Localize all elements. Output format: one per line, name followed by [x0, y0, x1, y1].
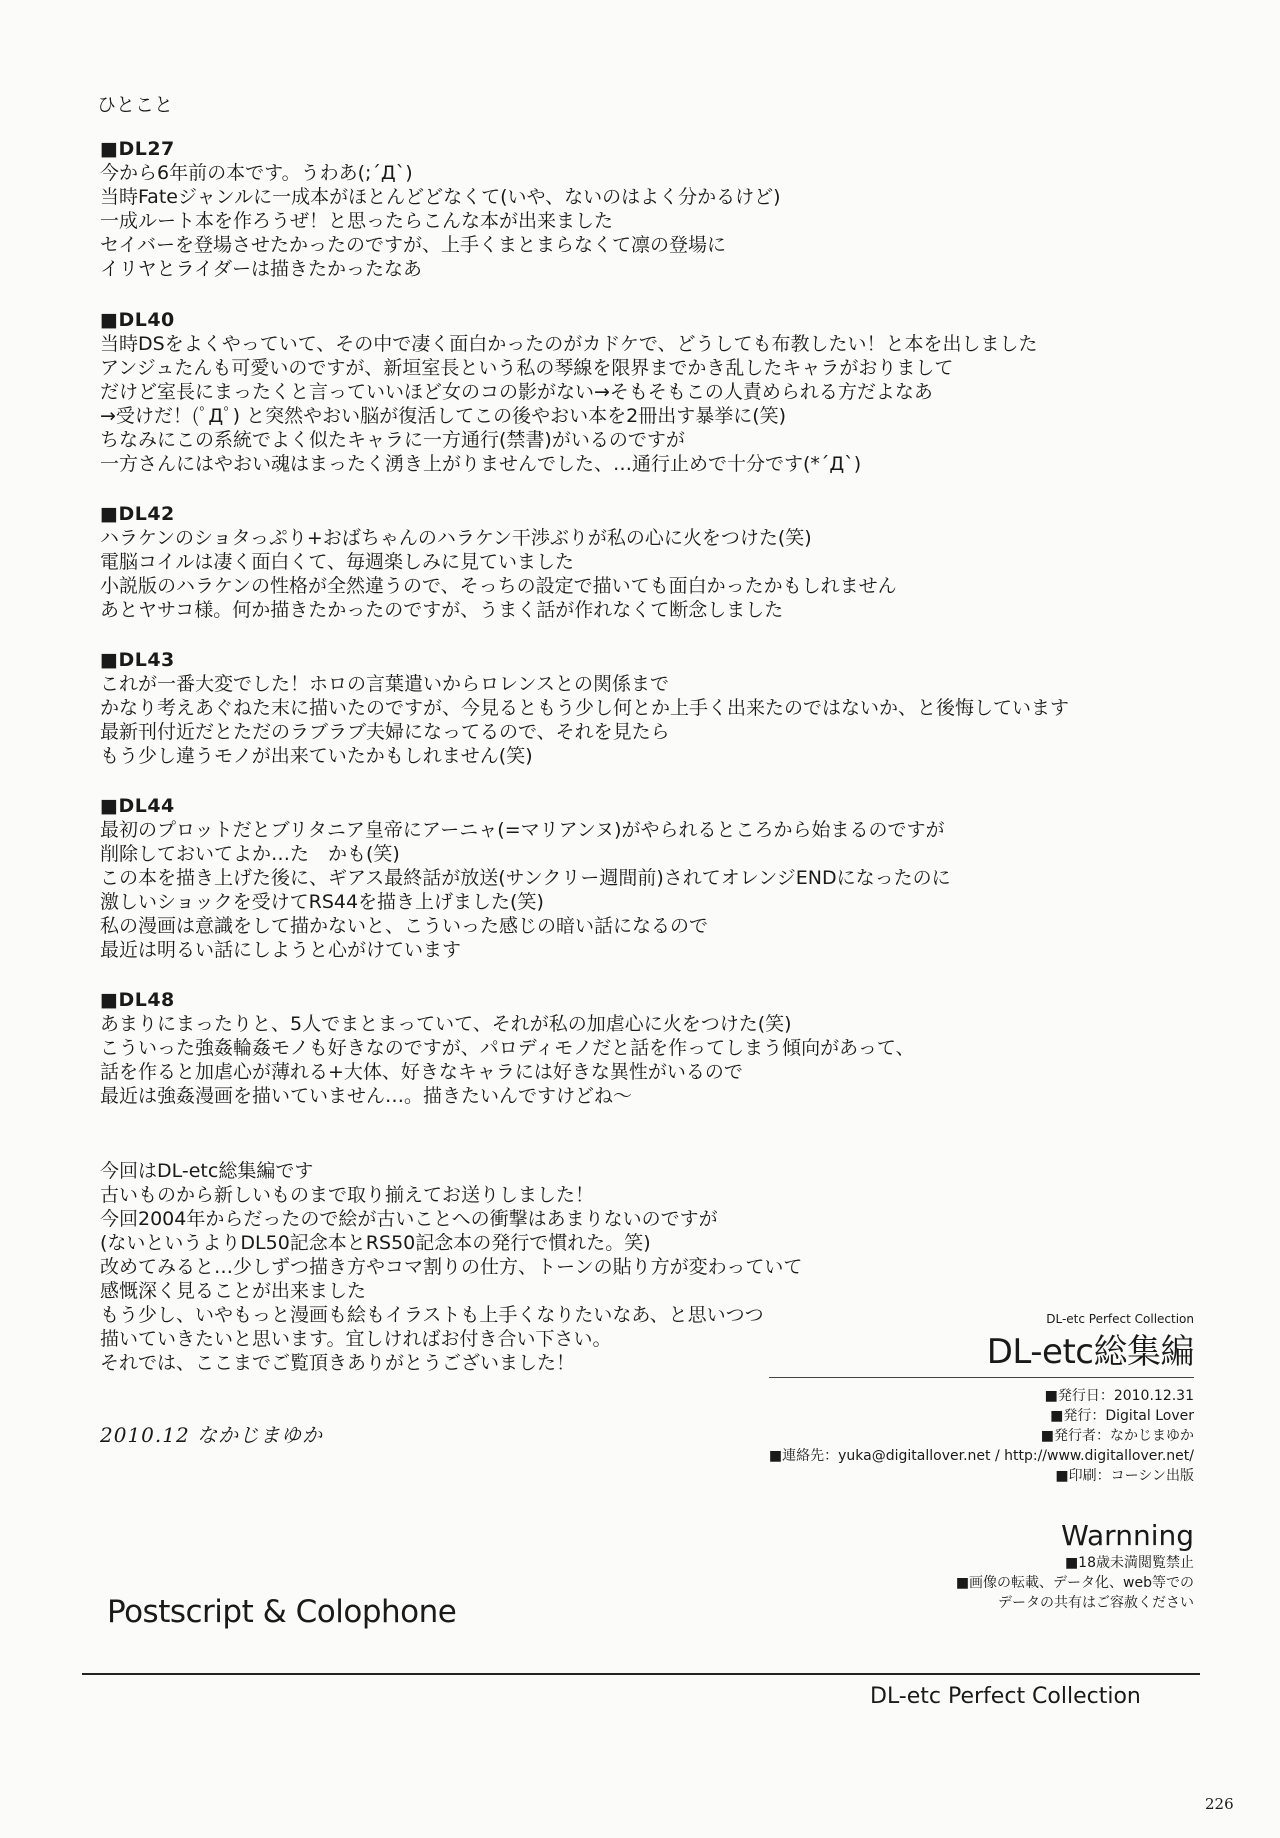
colophon-subtitle: DL-etc Perfect Collection [1046, 1312, 1194, 1326]
section-dl27 [100, 137, 1180, 281]
section-line: もう少し違うモノが出来ていたかもしれません(笑) [100, 745, 533, 767]
section-line: アンジュたんも可愛いのですが、新垣室長という私の琴線を限界までかき乱したキャラがおりまして [100, 357, 954, 379]
section-label: ■DL48 [100, 989, 175, 1011]
colophon-publisher: ■発行：Digital Lover [1050, 1408, 1194, 1424]
footer-subtitle: DL-etc Perfect Collection [870, 1684, 1141, 1709]
section-dl40 [100, 308, 1180, 476]
colophon-printer: ■印刷：コーシン出版 [1055, 1468, 1194, 1484]
section-line: こういった強姦輪姦モノも好きなのですが、パロディモノだと話を作ってしまう傾向があって、 [100, 1037, 915, 1059]
section-line: 一成ルート本を作ろうぜ！と思ったらこんな本が出来ました [100, 210, 614, 232]
afterword-line: 今回はDL-etc総集編です [100, 1160, 314, 1182]
afterword-line: それでは、ここまでご覧頂きありがとうございました！ [100, 1352, 576, 1374]
afterword-line: 描いていきたいと思います。宜しければお付き合い下さい。 [100, 1328, 612, 1350]
section-line: セイバーを登場させたかったのですが、上手くまとまらなくて凛の登場に [100, 234, 727, 256]
section-line: 最新刊付近だとただのラブラブ夫婦になってるので、それを見たら [100, 721, 670, 743]
section-label: ■DL42 [100, 503, 175, 525]
afterword-line: 古いものから新しいものまで取り揃えてお送りしました！ [100, 1184, 595, 1206]
colophon-title: DL-etc総集編 [986, 1332, 1194, 1372]
section-line: あまりにまったりと、5人でまとまっていて、それが私の加虐心に火をつけた(笑) [100, 1013, 792, 1035]
warning-title: Warnning [1061, 1519, 1194, 1552]
section-line: これが一番大変でした！ホロの言葉遣いからロレンスとの関係まで [100, 673, 669, 695]
section-dl48 [100, 988, 1180, 1108]
section-line: ちなみにこの系統でよく似たキャラに一方通行(禁書)がいるのですが [100, 429, 685, 451]
section-dl43 [100, 648, 1180, 768]
section-line: 一方さんにはやおい魂はまったく湧き上がりませんでした、…通行止めで十分です(*´Д`) [100, 453, 862, 475]
section-line: ハラケンのショタっぷり+おばちゃんのハラケン干渉ぶりが私の心に火をつけた(笑) [100, 527, 812, 549]
afterword-line: 感慨深く見ることが出来ました [100, 1280, 367, 1302]
section-line: イリヤとライダーは描きたかったなあ [100, 258, 423, 280]
section-line: 当時DSをよくやっていて、その中で凄く面白かったのがカドケで、どうしても布教したい！と本を出しました [100, 333, 1038, 355]
afterword-line: 今回2004年からだったので絵が古いことへの衝撃はあまりないのですが [100, 1208, 718, 1230]
warning-line: ■18歳未満閲覧禁止 [1064, 1555, 1194, 1571]
warning-line: ■画像の転載、データ化、web等での [955, 1575, 1194, 1591]
section-line: 電脳コイルは凄く面白くて、毎週楽しみに見ていました [100, 551, 575, 573]
afterword [100, 1159, 803, 1375]
section-dl42 [100, 502, 1180, 622]
warning-line: データの共有はご容赦ください [998, 1595, 1194, 1611]
colophon-divider [769, 1377, 1194, 1378]
afterword-line: 改めてみると…少しずつ描き方やコマ割りの仕方、トーンの貼り方が変わっていて [100, 1256, 803, 1278]
section-line: 当時Fateジャンルに一成本がほとんどどなくて(いや、ないのはよく分かるけど) [100, 186, 781, 208]
section-line: 私の漫画は意識をして描かないと、こういった感じの暗い話になるので [100, 915, 709, 937]
section-line: あとヤサコ様。何か描きたかったのですが、うまく話が作れなくて断念しました [100, 599, 784, 621]
warning-block [956, 1519, 1194, 1613]
section-line: かなり考えあぐねた末に描いたのですが、今見るともう少し何とか上手く出来たのではないか、と後悔しています [100, 697, 1070, 719]
section-line: 最初のプロットだとブリタニア皇帝にアーニャ(=マリアンヌ)がやられるところから始まるのですが [100, 819, 945, 841]
section-line: 話を作ると加虐心が薄れる+大体、好きなキャラには好きな異性がいるので [100, 1061, 743, 1083]
footer-divider [82, 1673, 1200, 1675]
colophon-issuer: ■発行者：なかじまゆか [1040, 1428, 1194, 1444]
section-dl44 [100, 794, 1180, 962]
section-line: 最近は明るい話にしようと心がけています [100, 939, 462, 961]
colophon-published-date: ■発行日：2010.12.31 [1044, 1388, 1194, 1404]
footer-title: Postscript & Colophone [107, 1594, 457, 1630]
afterword-line: もう少し、いやもっと漫画も絵もイラストも上手くなりたいなあ、と思いつつ [100, 1304, 764, 1326]
section-line: 激しいショックを受けてRS44を描き上げました(笑) [100, 891, 544, 913]
section-line: この本を描き上げた後に、ギアス最終話が放送(サンクリー週間前)されてオレンジENDになったのに [100, 867, 951, 889]
section-line: 小説版のハラケンの性格が全然違うので、そっちの設定で描いても面白かったかもしれません [100, 575, 897, 597]
section-label: ■DL27 [100, 138, 175, 160]
colophon [769, 1311, 1194, 1486]
section-label: ■DL40 [100, 309, 175, 331]
section-line: だけど室長にまったくと言っていいほど女のコの影がない→そもそもこの人責められる方だよなあ [100, 381, 933, 403]
colophon-contact: ■連絡先：yuka@digitallover.net / http://www.digitallover.net/ [768, 1448, 1194, 1464]
author-signature: 2010.12 なかじまゆか [100, 1423, 324, 1447]
section-line: 削除しておいてよか…た かも(笑) [100, 843, 400, 865]
section-line: 最近は強姦漫画を描いていません…。描きたいんですけどね～ [100, 1085, 633, 1107]
section-label: ■DL44 [100, 795, 175, 817]
section-line: →受けだ！(ﾟДﾟ) と突然やおい脳が復活してこの後やおい本を2冊出す暴挙に(笑) [100, 405, 787, 427]
section-label: ■DL43 [100, 649, 175, 671]
page-heading: ひとこと [97, 94, 174, 116]
page-number: 226 [1205, 1795, 1234, 1813]
afterword-line: (ないというよりDL50記念本とRS50記念本の発行で慣れた。笑) [100, 1232, 651, 1254]
section-line: 今から6年前の本です。うわあ(;´Д`) [100, 162, 413, 184]
